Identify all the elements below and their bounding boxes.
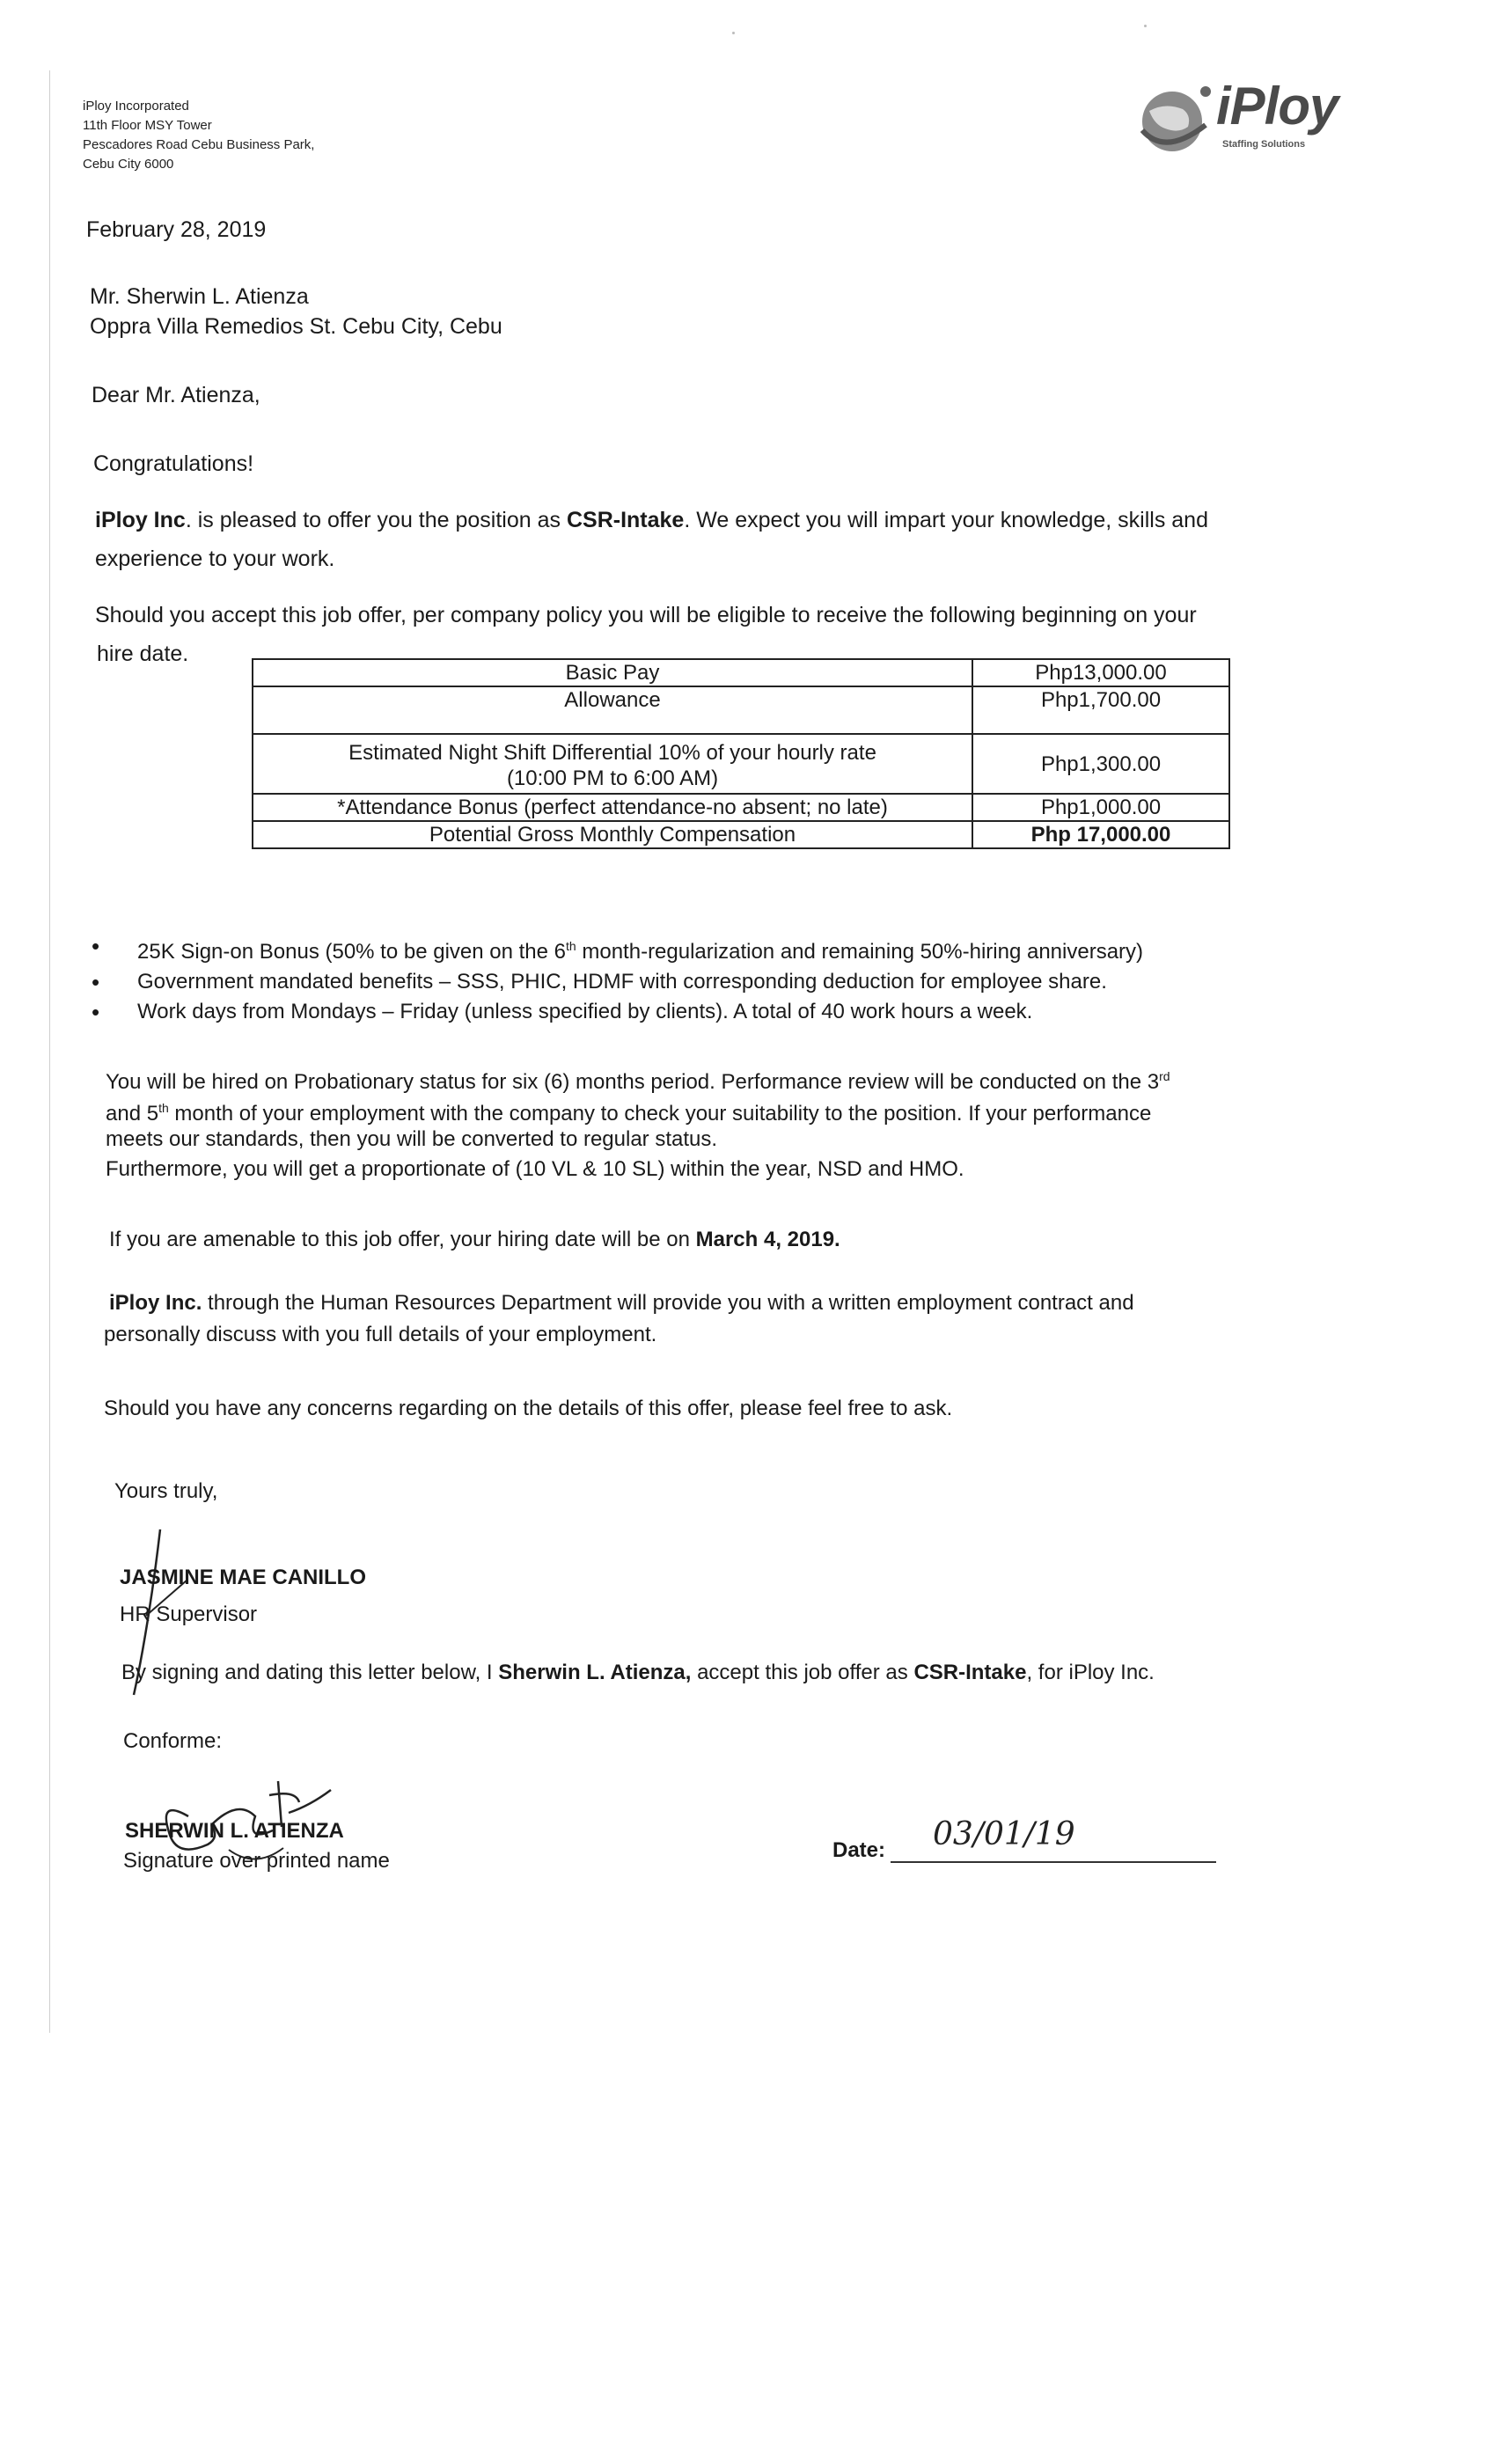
comp-amount: Php1,300.00 <box>972 734 1229 794</box>
list-item <box>92 933 1143 965</box>
comp-amount: Php13,000.00 <box>972 659 1229 686</box>
comp-amount: Php1,000.00 <box>972 794 1229 821</box>
offer-paragraph <box>95 505 1208 535</box>
employee-name-inline: Sherwin L. Atienza, <box>498 1661 692 1684</box>
logo-wordmark: iPloy <box>1216 77 1338 136</box>
conforme-label: Conforme: <box>123 1729 223 1753</box>
recipient-address: Oppra Villa Remedios St. Cebu City, Cebu <box>90 314 502 339</box>
eligibility-line1: Should you accept this job offer, per company policy you will be eligible to receive the following beginning on your <box>95 603 1197 627</box>
sender-line: Pescadores Road Cebu Business Park, <box>83 137 315 152</box>
salutation: Dear Mr. Atienza, <box>92 383 260 407</box>
superscript: th <box>566 939 576 953</box>
offer-text: . We expect you will impart your knowledge, skills and <box>684 508 1208 532</box>
position-title: CSR-Intake <box>913 1661 1027 1684</box>
probation-line4: Furthermore, you will get a proportionate of (10 VL & 10 SL) within the year, NSD and HMO. <box>106 1157 964 1181</box>
hiring-date: March 4, 2019. <box>695 1228 840 1251</box>
comp-label: Basic Pay <box>253 659 972 686</box>
date-line <box>891 1861 1216 1863</box>
hiring-text: If you are amenable to this job offer, your hiring date will be on <box>109 1228 696 1251</box>
letter-date: February 28, 2019 <box>86 217 267 242</box>
list-item <box>92 969 1143 995</box>
probation-text: You will be hired on Probationary status for six (6) months period. Performance review will be conducted on the 3 <box>106 1070 1160 1094</box>
list-item <box>92 999 1143 1025</box>
company-name: iPloy Inc. <box>109 1291 202 1315</box>
acceptance-text: accept this job offer as <box>691 1661 914 1684</box>
recipient-name: Mr. Sherwin L. Atienza <box>90 284 309 309</box>
date-label: Date: <box>832 1838 886 1862</box>
comp-amount: Php1,700.00 <box>972 686 1229 734</box>
globe-icon <box>1130 76 1218 164</box>
closing: Yours truly, <box>114 1479 218 1503</box>
probation-line2 <box>106 1093 1151 1129</box>
acceptance-text: By signing and dating this letter below, I <box>121 1661 499 1684</box>
scan-speck <box>1144 25 1147 27</box>
superscript: rd <box>1159 1069 1170 1083</box>
probation-text: and 5 <box>106 1102 159 1126</box>
sender-line: Cebu City 6000 <box>83 157 174 172</box>
compensation-table <box>252 658 1230 849</box>
table-row <box>253 734 1229 794</box>
bullet-text: month-regularization and remaining 50%-hiring anniversary) <box>576 940 1144 964</box>
probation-line1 <box>106 1061 1170 1097</box>
contract-text: through the Human Resources Department will provide you with a written employment contract and <box>202 1291 1134 1315</box>
acceptance-text: , for iPloy Inc. <box>1026 1661 1155 1684</box>
contract-line1 <box>109 1288 1134 1318</box>
table-row <box>253 794 1229 821</box>
congratulations: Congratulations! <box>93 451 254 476</box>
offer-paragraph-line2: experience to your work. <box>95 546 335 571</box>
company-logo <box>1130 76 1385 164</box>
contract-line2: personally discuss with you full details of your employment. <box>104 1323 657 1346</box>
logo-tagline: Staffing Solutions <box>1222 139 1306 150</box>
position-title: CSR-Intake <box>566 508 685 532</box>
comp-label <box>253 734 972 794</box>
comp-label: Potential Gross Monthly Compensation <box>253 821 972 848</box>
comp-label: Allowance <box>253 686 972 734</box>
table-row <box>253 821 1229 848</box>
probation-line3: meets our standards, then you will be converted to regular status. <box>106 1127 718 1151</box>
scan-speck <box>732 32 735 34</box>
table-row <box>253 659 1229 686</box>
bullet-text: Government mandated benefits – SSS, PHIC, HDMF with corresponding deduction for employee share. <box>137 970 1107 994</box>
eligibility-line2: hire date. <box>97 642 189 666</box>
signer-name: JASMINE MAE CANILLO <box>120 1566 367 1589</box>
acceptance-sentence <box>121 1658 1155 1688</box>
comp-label-line: Estimated Night Shift Differential 10% of your hourly rate <box>348 741 876 765</box>
bullet-text: 25K Sign-on Bonus (50% to be given on the 6 <box>137 940 567 964</box>
signer-title: HR Supervisor <box>120 1602 258 1626</box>
employee-printed-name: SHERWIN L. ATIENZA <box>125 1819 344 1843</box>
comp-label-line: (10:00 PM to 6:00 AM) <box>506 766 719 790</box>
bullet-text: Work days from Mondays – Friday (unless specified by clients). A total of 40 work hours a week. <box>137 1000 1033 1023</box>
hiring-date-sentence <box>109 1225 840 1255</box>
benefits-list <box>92 933 1143 1029</box>
scan-edge <box>49 70 50 2033</box>
offer-text: . is pleased to offer you the position as <box>185 508 567 532</box>
table-row <box>253 686 1229 734</box>
comp-total: Php 17,000.00 <box>972 821 1229 848</box>
signed-date: 03/01/19 <box>933 1816 1075 1852</box>
sender-line: iPloy Incorporated <box>83 99 189 114</box>
sender-address <box>83 97 314 174</box>
company-name: iPloy Inc <box>95 508 186 532</box>
signature-caption: Signature over printed name <box>123 1849 390 1873</box>
concerns-sentence: Should you have any concerns regarding on the details of this offer, please feel free to ask. <box>104 1397 953 1420</box>
superscript: th <box>158 1101 169 1115</box>
sender-line: 11th Floor MSY Tower <box>83 118 212 133</box>
comp-label: *Attendance Bonus (perfect attendance-no absent; no late) <box>253 794 972 821</box>
probation-text: month of your employment with the company to check your suitability to the position. If your performance <box>168 1102 1152 1126</box>
